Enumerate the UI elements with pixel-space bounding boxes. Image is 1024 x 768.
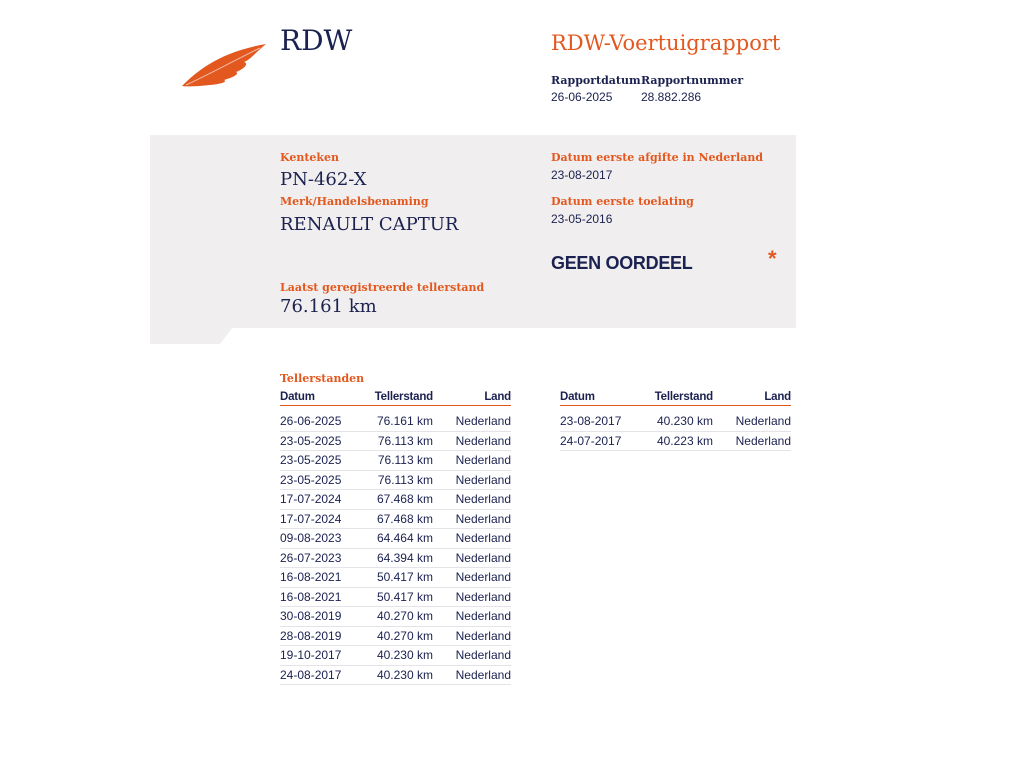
column-header-odometer: Tellerstand [360, 390, 433, 406]
reading-odometer: 64.394 km [360, 548, 433, 568]
reading-country: Nederland [433, 626, 511, 646]
column-header-date: Datum [280, 390, 360, 406]
reading-odometer: 76.113 km [360, 451, 433, 471]
table-row [280, 607, 511, 627]
reading-country: Nederland [433, 568, 511, 588]
reading-date: 17-07-2024 [280, 490, 360, 510]
reading-country: Nederland [433, 490, 511, 510]
table-row [280, 587, 511, 607]
reading-odometer: 50.417 km [360, 568, 433, 588]
reading-odometer: 50.417 km [360, 587, 433, 607]
reading-date: 24-08-2017 [280, 665, 360, 685]
first-registration-nl-value: 23-08-2017 [551, 168, 613, 182]
reading-date: 30-08-2019 [280, 607, 360, 627]
column-header-country: Land [433, 390, 511, 406]
reading-country: Nederland [433, 470, 511, 490]
table-row [280, 412, 511, 431]
reading-odometer: 67.468 km [360, 490, 433, 510]
reading-odometer: 76.113 km [360, 470, 433, 490]
table-row [280, 626, 511, 646]
reading-odometer: 67.468 km [360, 509, 433, 529]
reading-date: 17-07-2024 [280, 509, 360, 529]
readings-table-left [280, 390, 511, 685]
column-header-country: Land [713, 390, 791, 406]
reading-country: Nederland [433, 665, 511, 685]
reading-date: 19-10-2017 [280, 646, 360, 666]
reading-odometer: 40.230 km [640, 412, 713, 431]
brand-name: RDW [280, 24, 353, 57]
column-header-date: Datum [560, 390, 640, 406]
make-label: Merk/Handelsbenaming [280, 195, 429, 208]
reading-date: 16-08-2021 [280, 568, 360, 588]
table-row [280, 509, 511, 529]
reading-date: 09-08-2023 [280, 529, 360, 549]
reading-country: Nederland [433, 646, 511, 666]
reading-odometer: 40.223 km [640, 431, 713, 451]
odometer-value: 76.161 km [280, 296, 377, 317]
reading-country: Nederland [433, 607, 511, 627]
reading-country: Nederland [433, 587, 511, 607]
table-row [280, 451, 511, 471]
first-admission-value: 23-05-2016 [551, 212, 613, 226]
odometer-label: Laatst geregistreerde tellerstand [280, 281, 485, 294]
table-row [280, 470, 511, 490]
first-registration-nl-label: Datum eerste afgifte in Nederland [551, 151, 764, 164]
reading-date: 23-05-2025 [280, 431, 360, 451]
table-row [560, 412, 791, 431]
reading-odometer: 76.113 km [360, 431, 433, 451]
reading-odometer: 64.464 km [360, 529, 433, 549]
reading-country: Nederland [433, 431, 511, 451]
odometer-verdict: GEEN OORDEEL [551, 253, 693, 273]
leaf-icon [180, 40, 270, 90]
license-plate: PN-462-X [280, 169, 367, 190]
reading-odometer: 40.270 km [360, 626, 433, 646]
reading-date: 26-06-2025 [280, 412, 360, 431]
reading-date: 23-05-2025 [280, 470, 360, 490]
readings-table-right [560, 390, 791, 451]
reading-date: 26-07-2023 [280, 548, 360, 568]
reading-country: Nederland [433, 412, 511, 431]
table-row [280, 548, 511, 568]
reading-odometer: 40.230 km [360, 646, 433, 666]
column-header-odometer: Tellerstand [640, 390, 713, 406]
first-admission-label: Datum eerste toelating [551, 195, 694, 208]
report-date-value: 26-06-2025 [551, 90, 613, 104]
table-row [280, 529, 511, 549]
plate-label: Kenteken [280, 151, 340, 164]
table-row [280, 568, 511, 588]
reading-date: 24-07-2017 [560, 431, 640, 451]
table-row [560, 431, 791, 451]
table-row [280, 490, 511, 510]
report-number-value: 28.882.286 [641, 90, 702, 104]
reading-country: Nederland [713, 431, 791, 451]
reading-country: Nederland [433, 509, 511, 529]
report-number-label: Rapportnummer [641, 74, 744, 87]
reading-odometer: 40.230 km [360, 665, 433, 685]
reading-date: 23-08-2017 [560, 412, 640, 431]
reading-country: Nederland [433, 548, 511, 568]
table-row [280, 646, 511, 666]
table-row [280, 665, 511, 685]
reading-date: 23-05-2025 [280, 451, 360, 471]
table-row [280, 431, 511, 451]
vehicle-make: RENAULT CAPTUR [280, 214, 459, 235]
reading-date: 28-08-2019 [280, 626, 360, 646]
reading-odometer: 40.270 km [360, 607, 433, 627]
reading-country: Nederland [433, 529, 511, 549]
report-date-label: Rapportdatum [551, 74, 641, 87]
reading-country: Nederland [713, 412, 791, 431]
verdict-asterisk: * [768, 246, 777, 271]
reading-odometer: 76.161 km [360, 412, 433, 431]
report-title: RDW-Voertuigrapport [551, 31, 781, 55]
readings-title: Tellerstanden [280, 372, 365, 385]
reading-country: Nederland [433, 451, 511, 471]
reading-date: 16-08-2021 [280, 587, 360, 607]
vehicle-panel [150, 135, 796, 345]
